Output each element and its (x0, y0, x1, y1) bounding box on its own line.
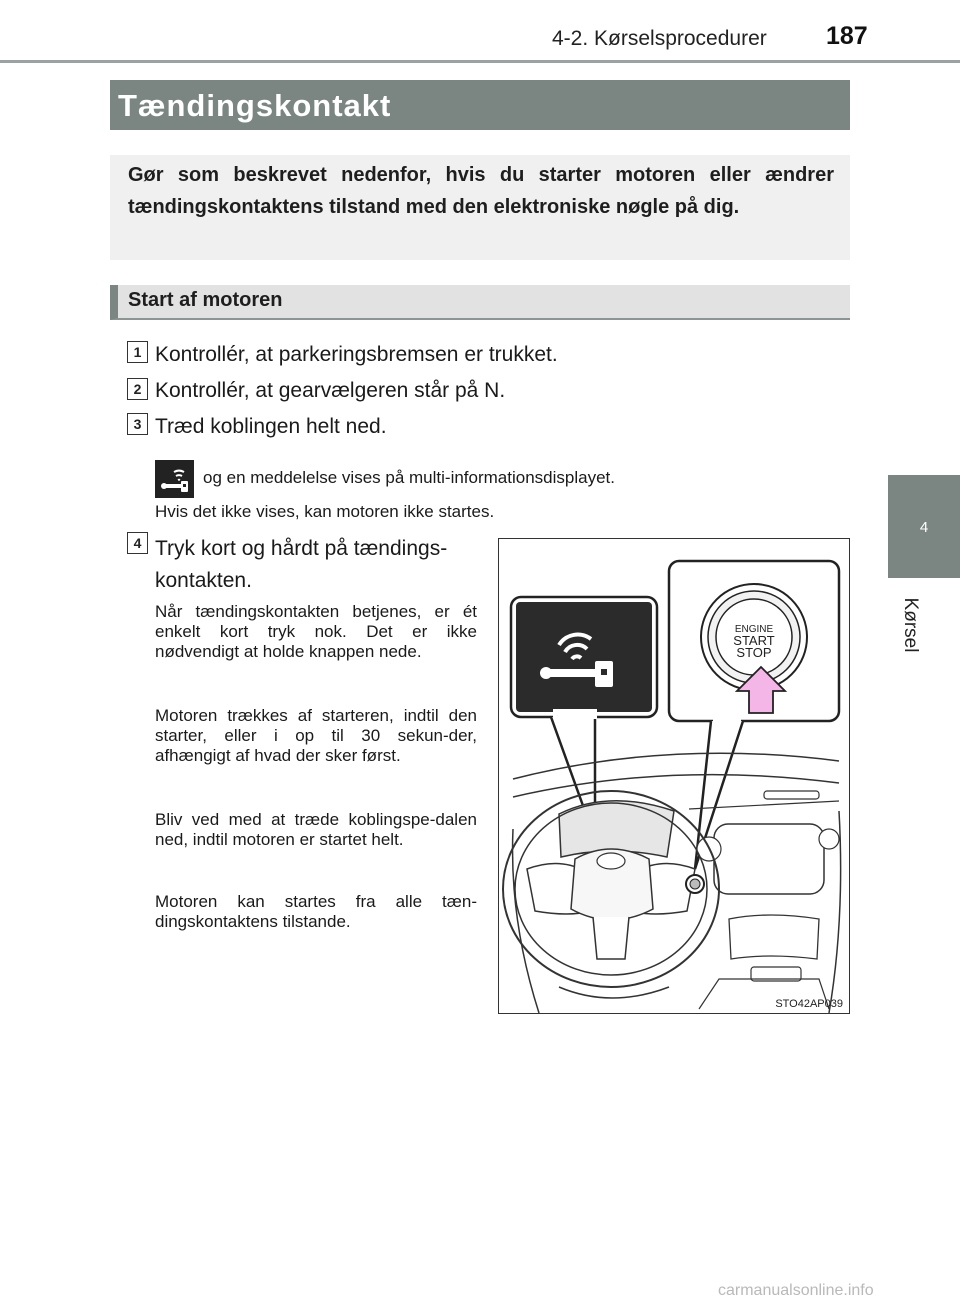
chapter-tab (888, 475, 960, 578)
section-title: 4-2. Kørselsprocedurer (552, 27, 767, 50)
figure-code: STO42AP039 (775, 998, 843, 1010)
page-title: Tændingskontakt (118, 88, 392, 123)
step4-paragraph: Bliv ved med at træde koblingspe-dalen ned, indtil motoren er startet helt. (155, 810, 477, 849)
dashboard-illustration (498, 538, 850, 1014)
step3-note-line2: Hvis det ikke vises, kan motoren ikke startes. (155, 502, 495, 521)
step-text: Kontrollér, at parkeringsbremsen er trukket. (155, 343, 558, 366)
header-divider (0, 60, 960, 63)
page-number: 187 (826, 22, 868, 50)
button-label-stop: STOP (736, 645, 772, 660)
step-text: Tryk kort og hårdt på tændings-kontakten. (155, 537, 448, 592)
step-text: Træd koblingen helt ned. (155, 415, 387, 438)
step-number: 1 (127, 341, 148, 363)
watermark: carmanualsonline.info (718, 1282, 874, 1299)
step-text: Kontrollér, at gearvælgeren står på N. (155, 379, 506, 402)
chapter-label (898, 590, 922, 660)
step-number: 3 (127, 413, 148, 435)
page-title-bar (110, 80, 850, 130)
step4-paragraph: Motoren kan startes fra alle tæn-dingskontaktens tilstande. (155, 892, 477, 931)
chapter-label-text: Kørsel (900, 597, 921, 653)
subheading: Start af motoren (128, 289, 283, 311)
button-label-engine: ENGINE (734, 624, 774, 635)
dashboard-drawing (499, 539, 849, 1013)
step3-note-line1: og en meddelelse vises på multi-informationsdisplayet. (203, 468, 615, 487)
chapter-number: 4 (919, 519, 929, 536)
subheading-bar (110, 285, 850, 320)
intro-box (110, 155, 850, 260)
step4-paragraph: Motoren trækkes af starteren, indtil den starter, eller i op til 30 sekun-der, afhængigt af hvad der sker først. (155, 706, 477, 765)
intro-text: Gør som beskrevet nedenfor, hvis du starter motoren eller ændrer tændingskontaktens tilstand med den elektroniske nøgle på dig. (128, 164, 834, 218)
step-number: 2 (127, 378, 148, 400)
step-number: 4 (127, 532, 148, 554)
button-label-start: START (733, 633, 775, 648)
smart-key-indicator-icon (155, 460, 194, 498)
step4-paragraph: Når tændingskontakten betjenes, er ét enkelt kort tryk nok. Det er ikke nødvendigt at holde knappen nede. (155, 602, 477, 661)
